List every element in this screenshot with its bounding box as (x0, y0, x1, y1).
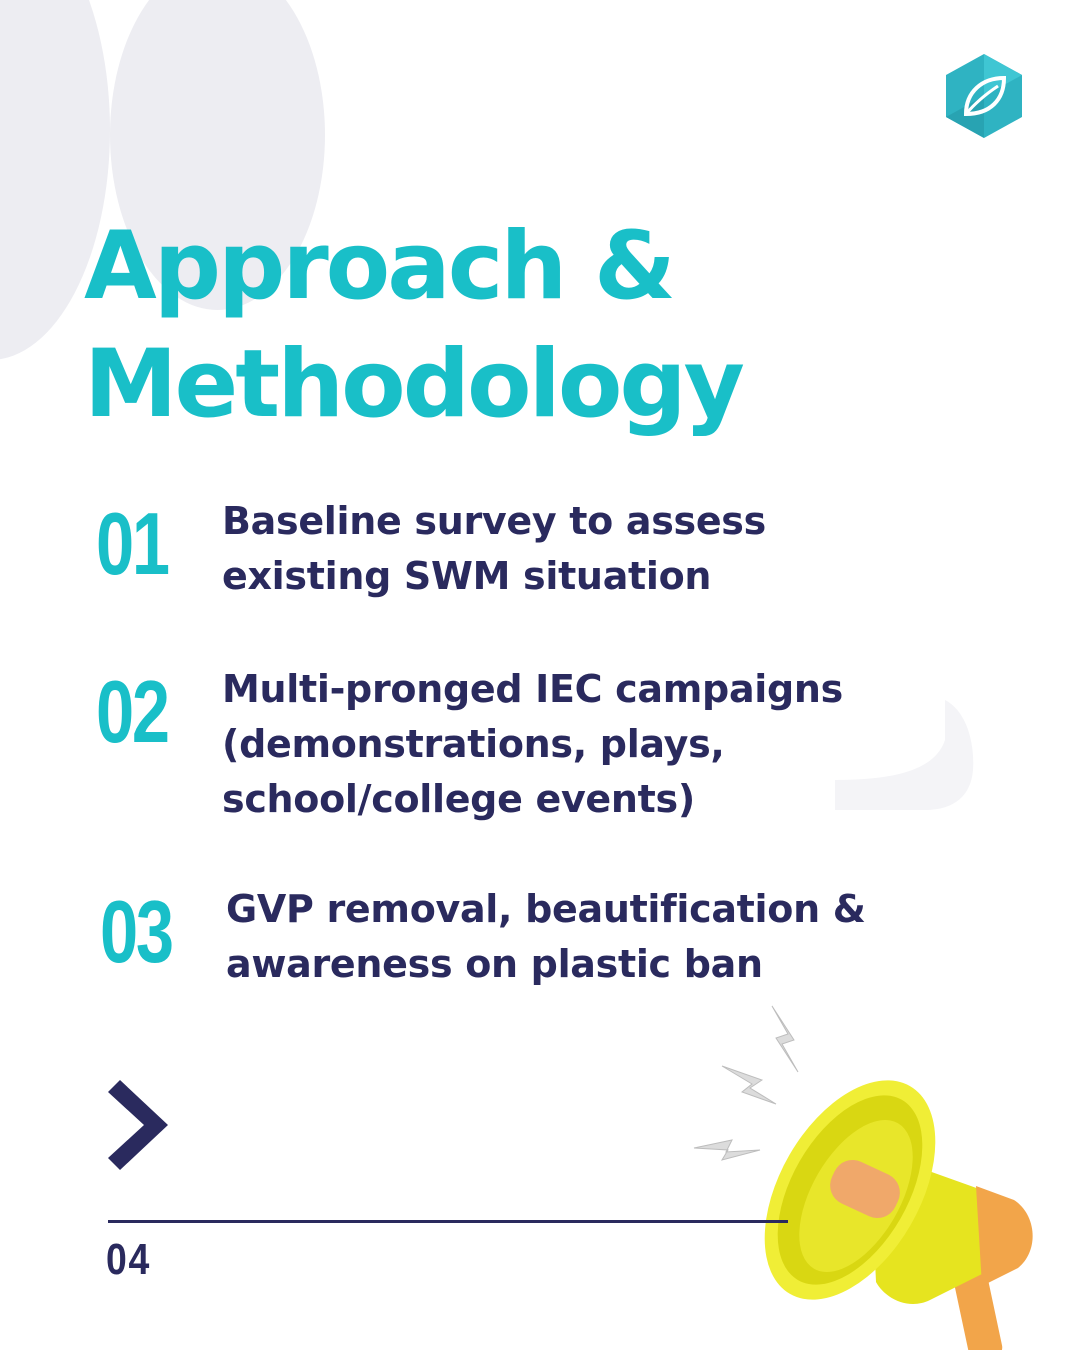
title-line: Approach & (84, 212, 674, 321)
page-title (84, 208, 742, 444)
item-text (222, 662, 843, 827)
chevron-right-icon[interactable] (106, 1078, 172, 1172)
background-quote-shape (835, 700, 975, 810)
item-number: 03 (100, 882, 172, 981)
item-text-line: Multi-pronged IEC campaigns (222, 667, 843, 711)
item-number: 02 (96, 662, 168, 761)
item-text-line: (demonstrations, plays, (222, 722, 725, 766)
item-text-line: awareness on plastic ban (226, 942, 763, 986)
title-line: Methodology (84, 330, 742, 439)
item-text (226, 882, 866, 992)
item-number: 01 (96, 494, 168, 593)
item-text-line: school/college events) (222, 777, 695, 821)
megaphone-icon (680, 1000, 1080, 1350)
leaf-hexagon-logo (942, 52, 1026, 140)
page-number: 04 (106, 1235, 152, 1284)
item-text-line: GVP removal, beautification & (226, 887, 866, 931)
item-text-line: Baseline survey to assess (222, 499, 766, 543)
footer-divider (108, 1220, 788, 1223)
item-text-line: existing SWM situation (222, 554, 712, 598)
item-text (222, 494, 766, 604)
